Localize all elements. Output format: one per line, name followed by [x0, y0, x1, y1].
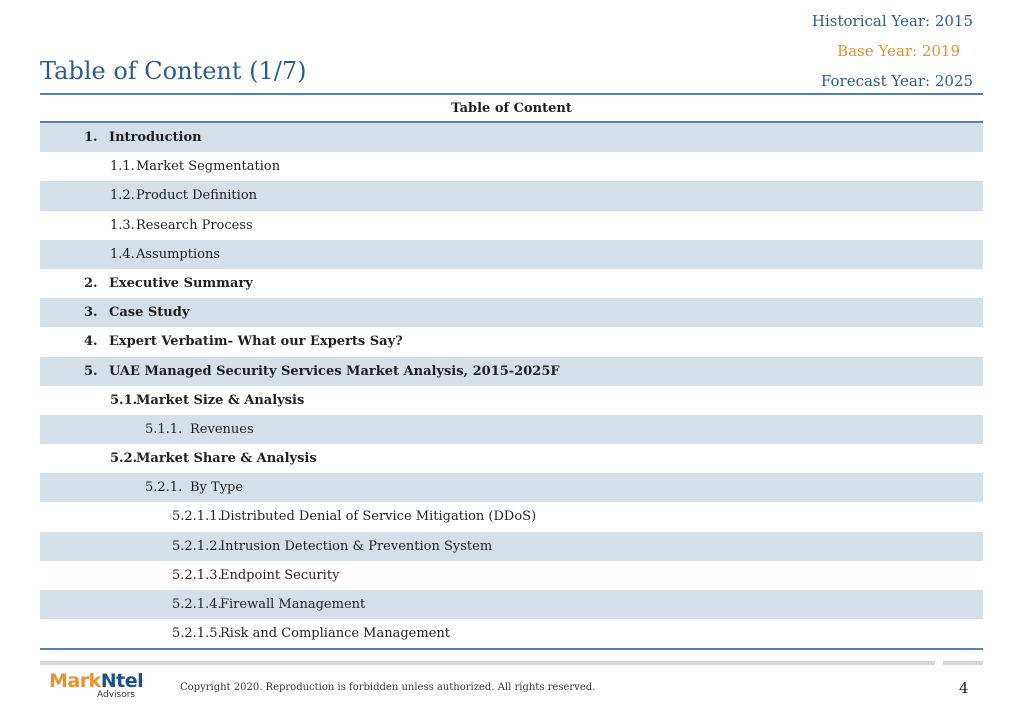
toc-row-title: Introduction	[109, 130, 202, 145]
toc-row	[40, 561, 983, 590]
toc-row-number: 5.2.1.2.	[172, 538, 222, 554]
toc-table	[40, 95, 983, 650]
toc-row	[40, 240, 983, 269]
logo-subtitle: Advisors	[97, 690, 136, 700]
toc-row-number: 5.2.1.4.	[172, 597, 222, 612]
toc-row-title: Endpoint Security	[220, 567, 340, 583]
footer-divider-right	[943, 661, 983, 665]
toc-row-number: 5.2.1.1.	[172, 509, 222, 525]
toc-row-title: Revenues	[190, 421, 254, 437]
page-number: 4	[959, 679, 969, 697]
toc-row-title: Market Share & Analysis	[136, 451, 317, 467]
toc-row	[40, 123, 983, 152]
toc-row-title: Expert Verbatim- What our Experts Say?	[109, 334, 403, 350]
toc-row-number: 5.1.	[110, 392, 138, 408]
page-title: Table of Content (1/7)	[40, 57, 307, 85]
toc-header: Table of Content	[40, 95, 983, 123]
toc-row	[40, 532, 983, 561]
toc-row-title: Risk and Compliance Management	[220, 626, 450, 642]
toc-row	[40, 269, 983, 298]
footer-divider-left	[40, 661, 935, 665]
logo-mark-part1: Mark	[49, 670, 101, 692]
toc-row-number: 1.	[84, 130, 98, 145]
toc-row	[40, 211, 983, 240]
toc-row-number: 5.	[84, 363, 98, 379]
logo-mark-part2: Ntel	[100, 670, 144, 692]
toc-row-title: Firewall Management	[220, 597, 366, 612]
toc-row	[40, 386, 983, 415]
toc-row-number: 5.2.	[110, 451, 138, 467]
toc-row	[40, 327, 983, 356]
toc-row	[40, 298, 983, 327]
toc-row	[40, 619, 983, 648]
toc-row-number: 1.2.	[110, 188, 135, 204]
toc-row-number: 1.1.	[110, 159, 135, 175]
toc-row	[40, 444, 983, 473]
toc-row-title: Intrusion Detection & Prevention System	[220, 538, 493, 554]
toc-row-title: Research Process	[136, 217, 253, 233]
toc-bottom-divider	[40, 648, 983, 650]
toc-row	[40, 152, 983, 181]
copyright-text: Copyright 2020. Reproduction is forbidden unless authorized. All rights reserved.	[180, 682, 596, 693]
toc-row-title: Executive Summary	[109, 275, 253, 291]
company-logo	[49, 670, 144, 700]
toc-row	[40, 357, 983, 386]
toc-row-number: 5.2.1.3.	[172, 567, 222, 583]
toc-row-title: Product Definition	[136, 188, 258, 204]
toc-row	[40, 181, 983, 210]
toc-row	[40, 590, 983, 619]
toc-row	[40, 502, 983, 531]
toc-row-number: 4.	[84, 334, 98, 350]
toc-row-number: 2.	[84, 275, 98, 291]
toc-row-number: 1.3.	[110, 217, 135, 233]
toc-row-number: 5.2.1.5.	[172, 626, 222, 642]
toc-row-number: 5.1.1.	[145, 421, 183, 437]
toc-row-title: Case Study	[109, 305, 190, 321]
toc-row-title: Assumptions	[136, 246, 221, 262]
toc-row-number: 1.4.	[110, 246, 135, 262]
toc-rows	[40, 123, 983, 648]
historical-year: Historical Year: 2015	[811, 12, 973, 30]
forecast-year: Forecast Year: 2025	[820, 72, 973, 90]
toc-row-title: Market Segmentation	[136, 159, 281, 175]
toc-row-number: 3.	[84, 305, 98, 321]
toc-row	[40, 473, 983, 502]
toc-row-title: Distributed Denial of Service Mitigation (DDoS)	[220, 509, 537, 525]
toc-row-number: 5.2.1.	[145, 480, 183, 496]
base-year: Base Year: 2019	[837, 42, 960, 60]
toc-row-title: UAE Managed Security Services Market Analysis, 2015-2025F	[109, 363, 560, 379]
toc-row	[40, 415, 983, 444]
toc-row-title: Market Size & Analysis	[136, 392, 305, 408]
toc-row-title: By Type	[190, 480, 244, 496]
